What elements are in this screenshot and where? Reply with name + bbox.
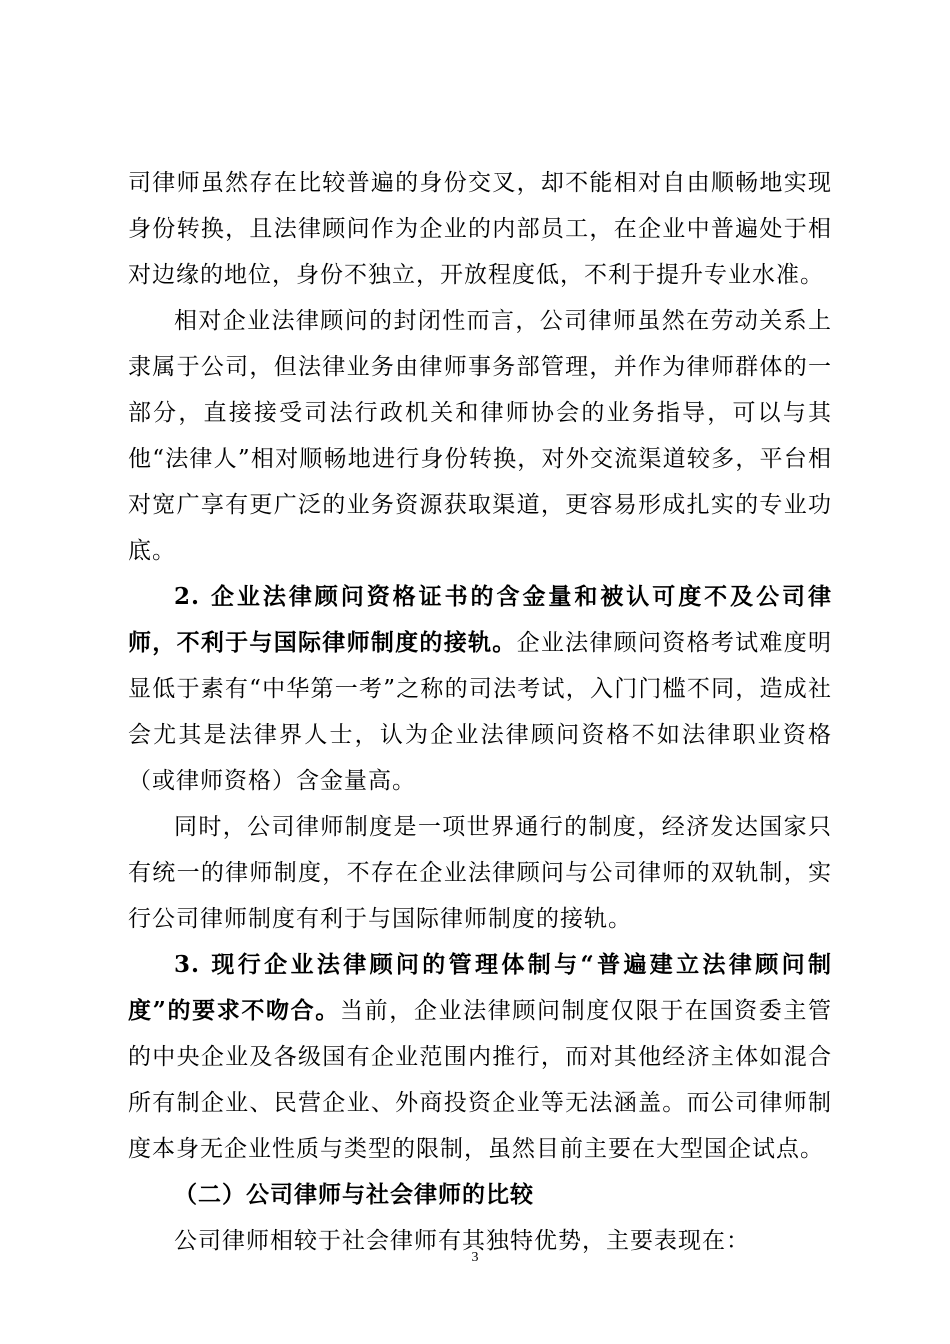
- paragraph-1: [128, 160, 832, 298]
- paragraph-4-text: 同时，公司律师制度是一项世界通行的制度，经济发达国家只有统一的律师制度，不存在企业法律顾问与公司律师的双轨制，实行公司律师制度有利于与国际律师制度的接轨。: [128, 814, 832, 932]
- paragraph-3-bold-lead: 2. 企业法律顾问资格证书的含金量和被认可度不及公司律师，不利于与国际律师制度的接轨。: [128, 583, 832, 656]
- section-heading: （二）公司律师与社会律师的比较: [174, 1181, 534, 1208]
- page-number: 3: [471, 1250, 479, 1265]
- paragraph-5: [128, 942, 832, 1172]
- paragraph-5-text: 当前，企业法律顾问制度仅限于在国资委主管的中央企业及各级国有企业范围内推行，而对其他经济主体如混合所有制企业、民营企业、外商投资企业等无法涵盖。而公司律师制度本身无企业性质与类型的限制，虽然目前主要在大型国企试点。: [128, 998, 833, 1162]
- paragraph-2: [128, 298, 832, 574]
- document-body: [128, 160, 832, 1264]
- paragraph-3-text: 企业法律顾问资格考试难度明显低于素有“中华第一考”之称的司法考试，入门门槛不同，造成社会尤其是法律界人士，认为企业法律顾问资格不如法律职业资格（或律师资格）含金量高。: [128, 630, 833, 794]
- paragraph-2-text: 相对企业法律顾问的封闭性而言，公司律师虽然在劳动关系上隶属于公司，但法律业务由律师事务部管理，并作为律师群体的一部分，直接接受司法行政机关和律师协会的业务指导，可以与其他“法律人”相对顺畅地进行身份转换，对外交流渠道较多，平台相对宽广享有更广泛的业务资源获取渠道，更容易形成扎实的专业功底。: [128, 308, 832, 564]
- paragraph-3: [128, 574, 832, 804]
- closing-paragraph: 公司律师相较于社会律师有其独特优势，主要表现在：: [174, 1228, 750, 1254]
- paragraph-4: [128, 804, 832, 942]
- paragraph-1-text: 司律师虽然存在比较普遍的身份交叉，却不能相对自由顺畅地实现身份转换，且法律顾问作为企业的内部员工，在企业中普遍处于相对边缘的地位，身份不独立，开放程度低，不利于提升专业水准。: [128, 170, 832, 288]
- paragraph-5-bold-lead: 3. 现行企业法律顾问的管理体制与“普遍建立法律顾问制度”的要求不吻合。: [128, 951, 832, 1024]
